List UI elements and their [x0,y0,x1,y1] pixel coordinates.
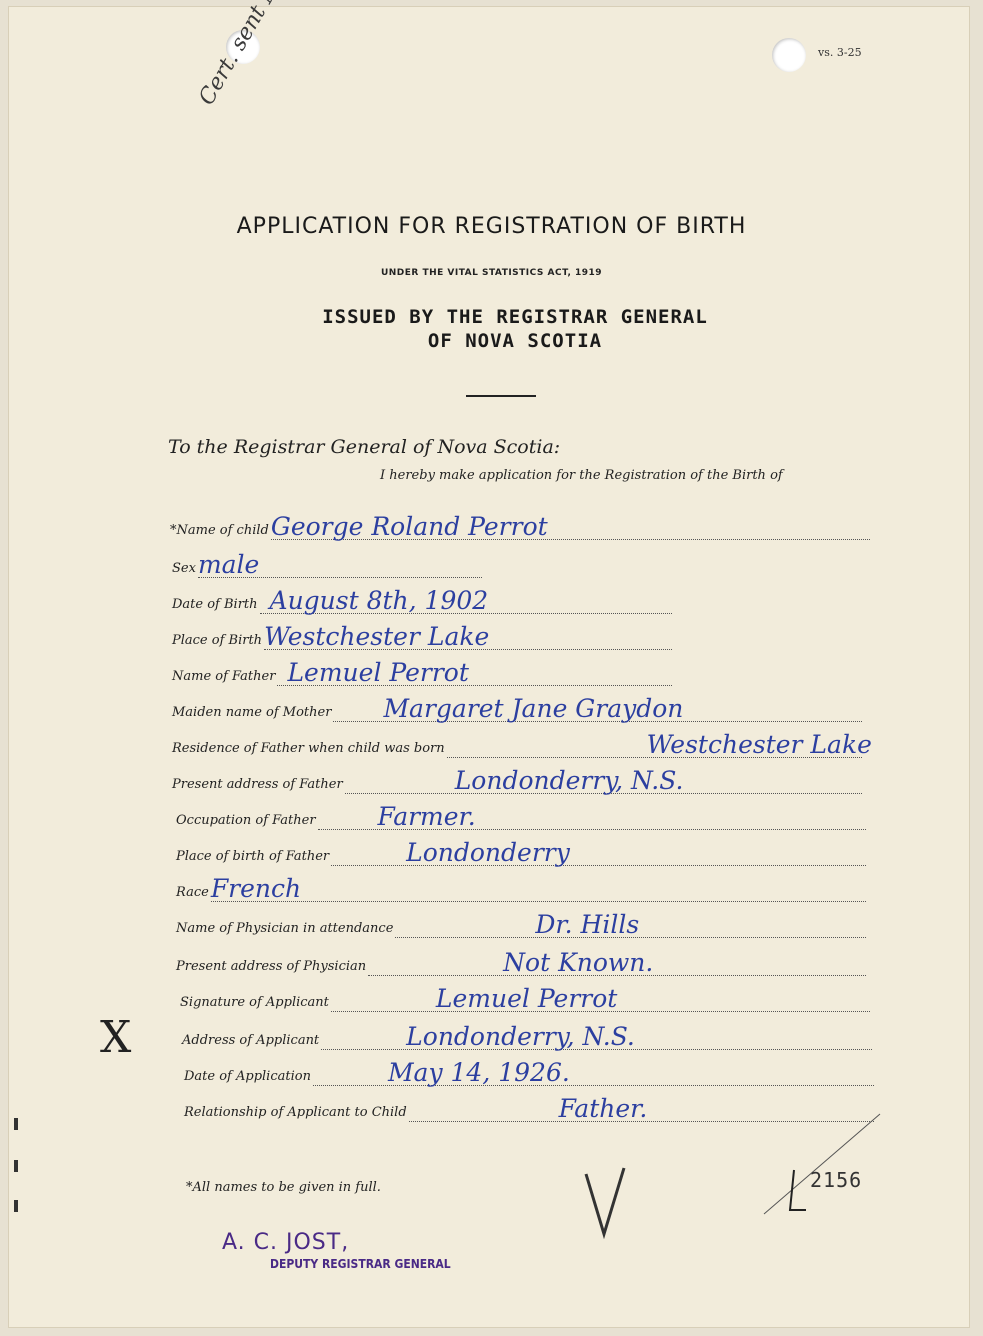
form-field [176,946,866,976]
field-value: Father. [558,1094,648,1123]
registration-number: 2156 [810,1168,863,1192]
form-field [182,1020,872,1050]
field-label: Occupation of Father [176,813,316,828]
form-field [172,692,862,722]
salutation: To the Registrar General of Nova Scotia: [168,436,561,458]
form-field [172,584,672,614]
field-line [313,1055,874,1086]
form-field [172,656,672,686]
field-label: Name of Physician in attendance [176,921,394,936]
field-value: August 8th, 1902 [269,586,489,615]
field-label: Present address of Father [172,777,343,792]
field-line [331,835,866,866]
field-line [333,691,862,722]
form-field [176,836,866,866]
field-value: Londonderry, N.S. [454,766,684,795]
check-mark-icon [580,1164,640,1244]
field-label: Place of Birth [172,633,263,648]
field-line [277,655,672,686]
field-line [264,619,672,650]
margin-mark [14,1160,18,1172]
field-label: Maiden name of Mother [172,705,332,720]
stamp-name: A. C. JOST, [222,1230,350,1255]
form-field [184,1056,874,1086]
form-field [176,908,866,938]
field-label: Date of Birth [172,597,258,612]
form-number: vs. 3-25 [818,46,862,59]
stamp-title: DEPUTY REGISTRAR GENERAL [270,1257,451,1271]
form-field [172,620,672,650]
field-label: Signature of Applicant [180,995,329,1010]
field-line [271,509,870,540]
form-field [172,764,862,794]
field-line [345,763,862,794]
field-value: Westchester Lake [646,730,872,759]
field-value: Lemuel Perrot [435,984,618,1013]
footnote: *All names to be given in full. [186,1180,381,1195]
field-value: French [210,874,302,903]
field-line [198,547,482,578]
field-line [318,799,866,830]
field-line [211,871,866,902]
issuer-line-2: OF NOVA SCOTIA [427,330,603,352]
field-line [395,907,866,938]
field-label: Relationship of Applicant to Child [184,1105,407,1120]
field-label: Date of Application [184,1069,311,1084]
form-field [170,510,870,540]
field-line [321,1019,872,1050]
field-label: Race [176,885,209,900]
field-value: Londonderry [406,838,570,867]
field-value: Margaret Jane Graydon [383,694,684,723]
field-line [447,727,872,759]
punch-hole-right [772,38,806,72]
field-value: Lemuel Perrot [287,658,469,687]
margin-mark [14,1118,18,1130]
field-label: Residence of Father when child was born [172,741,445,756]
field-line [331,981,870,1012]
field-label: Present address of Physician [176,959,367,974]
form-field [176,872,866,902]
field-label: Place of birth of Father [176,849,330,864]
field-label: Sex [172,561,196,576]
field-value: May 14, 1926. [387,1058,570,1087]
field-value: Not Known. [503,948,654,977]
field-label: *Name of child [170,523,269,538]
act-line: UNDER THE VITAL STATISTICS ACT, 1919 [380,268,603,278]
intro-text: I hereby make application for the Registration of the Birth of [380,468,783,483]
form-field [180,982,870,1012]
field-label: Name of Father [172,669,276,684]
signature-mark: X [100,1012,132,1063]
pencil-stroke-icon [760,1110,890,1220]
field-line [368,945,866,976]
field-value: Dr. Hills [535,910,640,939]
title-divider [466,395,536,397]
issuer-line-1: ISSUED BY THE REGISTRAR GENERAL [322,306,708,328]
form-field [172,548,482,578]
field-line [260,583,672,614]
field-value: male [197,550,260,579]
form-field [172,728,872,759]
field-value: Londonderry, N.S. [406,1022,635,1051]
form-title: APPLICATION FOR REGISTRATION OF BIRTH [236,214,747,239]
form-field [176,800,866,830]
margin-mark [14,1200,18,1212]
field-value: George Roland Perrot [270,512,548,541]
field-value: Farmer. [377,802,476,831]
field-value: Westchester Lake [264,622,490,651]
field-label: Address of Applicant [182,1033,320,1048]
